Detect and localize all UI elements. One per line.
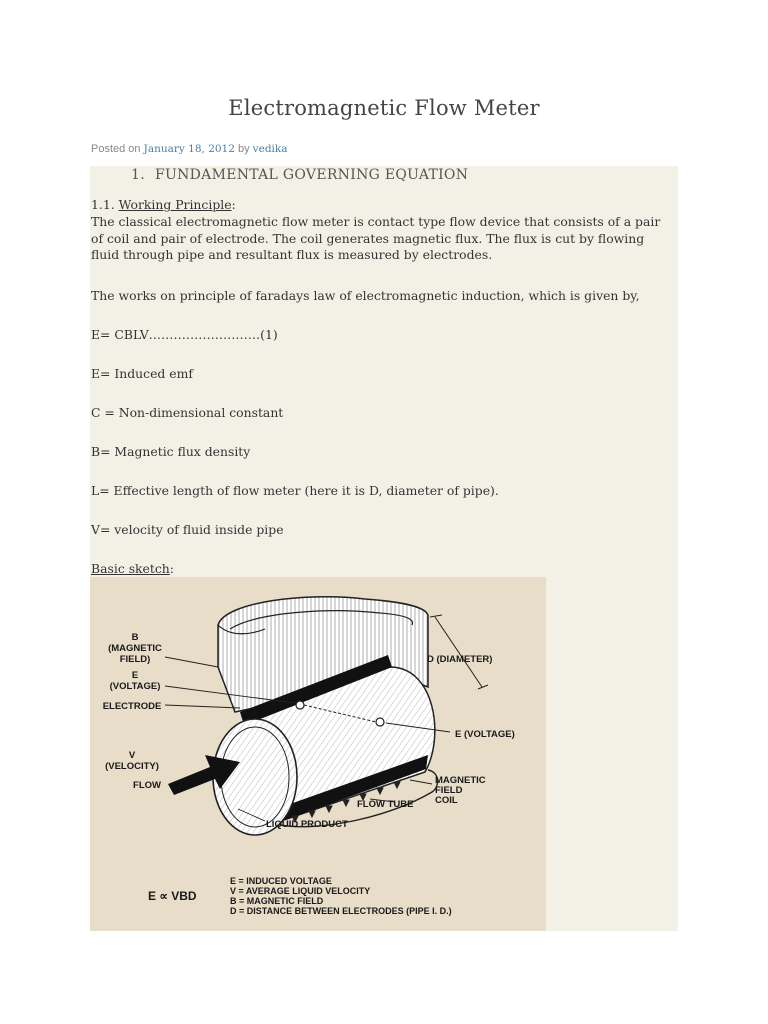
page-title: Electromagnetic Flow Meter: [228, 96, 540, 120]
label-liquid-product: LIQUID PRODUCT: [266, 819, 348, 830]
label-v: V: [128, 750, 136, 761]
label-coil-3: COIL: [435, 795, 458, 806]
label-diameter: D (DIAMETER): [427, 654, 493, 665]
label-flow: FLOW: [133, 780, 161, 791]
label-voltage: (VOLTAGE): [109, 681, 161, 692]
post-date-link[interactable]: January 18, 2012: [143, 143, 235, 155]
label-electrode: ELECTRODE: [102, 701, 162, 712]
author-link[interactable]: vedika: [252, 143, 288, 155]
formula: E ∝ VBD: [148, 889, 197, 903]
label-coil-2: FIELD: [435, 785, 463, 796]
label-magnetic-field-1: (MAGNETIC: [108, 643, 162, 654]
label-coil-1: MAGNETIC: [435, 775, 486, 786]
principle-paragraph: The works on principle of faradays law of electromagnetic induction, which is given by,: [91, 288, 640, 303]
by-label: by: [237, 143, 250, 155]
definition-v: V= velocity of fluid inside pipe: [91, 522, 284, 537]
subsection-colon: :: [231, 197, 236, 212]
posted-on-label: Posted on: [91, 143, 141, 155]
label-flow-tube: FLOW TUBE: [357, 799, 414, 810]
section-heading: [131, 167, 468, 183]
flow-meter-sketch: [90, 577, 546, 931]
definition-b: B= Magnetic flux density: [91, 444, 251, 459]
definition-l: L= Effective length of flow meter (here it is D, diameter of pipe).: [91, 483, 499, 498]
definition-e: E= Induced emf: [91, 366, 193, 381]
sketch-caption-colon: :: [169, 561, 174, 576]
legend-line-2: V = AVERAGE LIQUID VELOCITY: [230, 886, 371, 896]
definition-c: C = Non-dimensional constant: [91, 405, 284, 420]
governing-equation: E= CBLV………………………(1): [91, 327, 278, 342]
label-velocity: (VELOCITY): [105, 761, 159, 772]
section-number: 1.: [131, 167, 145, 183]
subsection-heading: [91, 197, 676, 214]
label-e-voltage: E (VOLTAGE): [455, 729, 515, 740]
legend-line-4: D = DISTANCE BETWEEN ELECTRODES (PIPE I. D.): [230, 906, 452, 916]
subsection-number: 1.1.: [91, 197, 115, 212]
label-b: B: [131, 632, 139, 643]
post-meta: [91, 143, 288, 155]
legend-line-1: E = INDUCED VOLTAGE: [230, 876, 332, 886]
label-magnetic-field-2: FIELD): [119, 654, 151, 665]
subsection-title: Working Principle: [118, 197, 232, 212]
label-e: E: [131, 670, 139, 681]
sketch-caption-label: Basic sketch: [91, 561, 170, 576]
sketch-caption: [91, 561, 676, 578]
intro-paragraph: The classical electromagnetic flow meter is contact type flow device that consists of a pair of coil and pair of electrode. The coil generates magnetic flux. The flux is cut by flowing fluid through pipe and resultant flux is measured by electrodes.: [91, 214, 661, 262]
section-title: FUNDAMENTAL GOVERNING EQUATION: [154, 167, 469, 183]
legend-line-3: B = MAGNETIC FIELD: [230, 896, 324, 906]
diameter-dimension: [430, 615, 488, 689]
